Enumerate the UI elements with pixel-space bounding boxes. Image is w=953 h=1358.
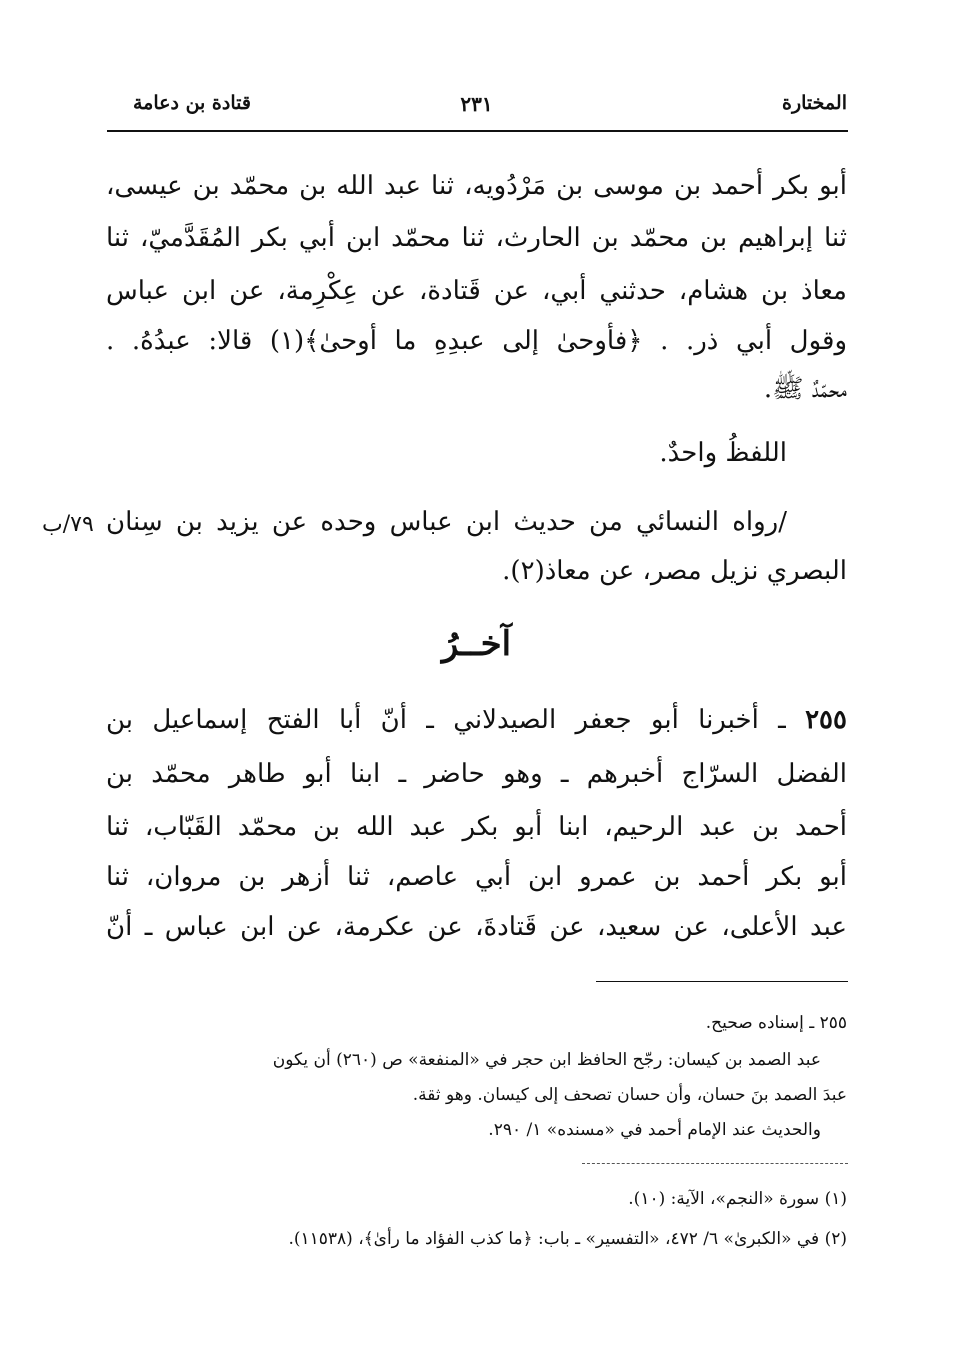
section-heading: آخــرُ <box>441 624 512 664</box>
body-line: ثنا إبراهيم بن محمّد بن الحارث، ثنا محمّد ابن أبي بكر المُقَدَّميّ، ثنا <box>106 223 847 253</box>
footnote-line: والحديث عند الإمام أحمد في «مسنده» ١/ ٢٩٠. <box>488 1120 821 1140</box>
footnote-1: (١) سورة «النجم»، الآية: (١٠). <box>628 1189 847 1209</box>
hadith-line: الفضل السرّاج أخبرهم ـ وهو حاضر ـ ابنا أبو طاهر محمّد بن <box>106 759 847 789</box>
hadith-line: أبو بكر أحمد بن عمرو ابن أبي عاصم، ثنا أزهر بن مروان، ثنا <box>106 862 847 892</box>
running-header-book-title: المختارة <box>782 92 847 114</box>
page-number: ٢٣١ <box>460 92 493 116</box>
manuscript-folio-ref: ٧٩/ب <box>42 512 94 537</box>
footnote-line: عبد الصمد بن كيسان: رجّح الحافظ ابن حجر في «المنفعة» ص (٢٦٠) أن يكون <box>272 1050 821 1070</box>
body-line: /رواه النسائي من حديث ابن عباس وحده عن يزيد بن سِنان <box>106 507 787 537</box>
footnote-separator <box>596 981 848 982</box>
hadith-line: أحمد بن عبد الرحيم، ابنا أبو بكر عبد الله بن محمّد القَبّاب، ثنا <box>106 812 847 842</box>
header-rule <box>107 130 848 132</box>
body-line: اللفظُ واحدٌ. <box>659 438 787 468</box>
body-line: أبو بكر أحمد بن موسى بن مَرْدُويه، ثنا عبد الله بن محمّد بن عيسى، <box>106 171 847 201</box>
footnote-line: عبدَ الصمد بنَ حسان، وأن حسان تصحف إلى كيسان. وهو ثقة. <box>412 1085 847 1105</box>
footnote-line: ٢٥٥ ـ إسناده صحيح. <box>705 1013 847 1033</box>
body-line: البصري نزيل مصر، عن معاذ(٢). <box>502 556 847 586</box>
hadith-text: أخبرنا أبو جعفر الصيدلاني ـ أنّ أبا الفتح إسماعيل بن <box>106 705 759 735</box>
hadith-line: عبد الأعلى، عن سعيد، عن قَتادةَ، عن عكرمة، عن ابن عباس ـ أنّ <box>106 912 847 942</box>
body-line: محمّدٌ ﷺ. <box>763 374 847 404</box>
body-line: وقول أبي ذر. . ﴿فأوحىٰ إلى عبدِهِ ما أوحىٰ﴾(١) قالا: عبدُهُ. . <box>106 326 847 356</box>
hadith-number: ٢٥٥ <box>805 705 847 735</box>
body-line: معاذ بن هشام، حدثني أبي، عن قَتادة، عن عِكْرِمة، عن ابن عباس <box>106 276 847 306</box>
footnote-2: (٢) في «الكبرىٰ» ٦/ ٤٧٢، «التفسير» ـ باب: ﴿ما كذب الفؤاد ما رأىٰ﴾، (١١٥٣٨). <box>288 1229 847 1249</box>
footnote-dashed-separator <box>582 1163 848 1164</box>
hadith-line: ٢٥٥ ـ أخبرنا أبو جعفر الصيدلاني ـ أنّ أبا الفتح إسماعيل بن <box>106 705 847 735</box>
running-header-chapter: قتادة بن دعامة <box>133 92 251 114</box>
